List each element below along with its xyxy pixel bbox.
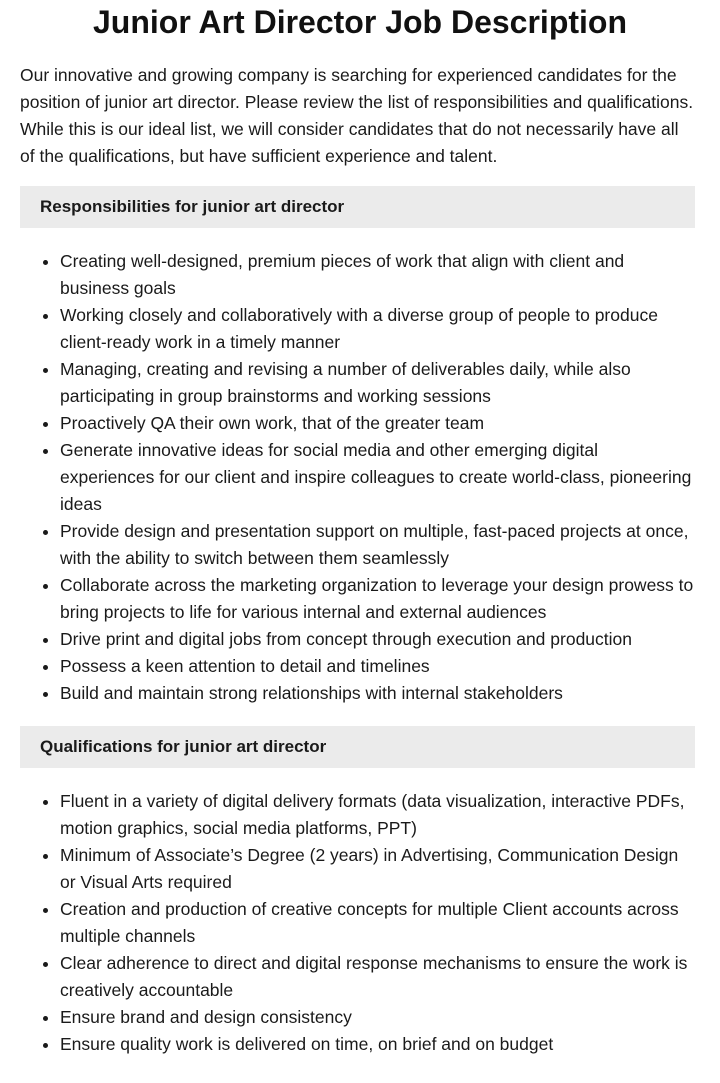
list-item: • Minimum of Associate’s Degree (2 years) in Advertising, Communication Design or Visual Arts required [60,842,695,896]
qualifications-heading: Qualifications for junior art director [20,726,695,768]
responsibilities-heading: Responsibilities for junior art director [20,186,695,228]
list-item: • Build and maintain strong relationships with internal stakeholders [60,680,695,707]
list-item: • Provide design and presentation support on multiple, fast-paced projects at once, with the ability to switch between them seamlessly [60,518,695,572]
responsibilities-list [20,248,695,707]
list-item: • Drive print and digital jobs from concept through execution and production [60,626,695,653]
list-item: • Creation and production of creative concepts for multiple Client accounts across multiple channels [60,896,695,950]
list-item: • Ensure quality work is delivered on time, on brief and on budget [60,1031,695,1058]
qualifications-list [20,788,695,1058]
intro-paragraph: Our innovative and growing company is searching for experienced candidates for the position of junior art director. Please review the list of responsibilities and qualifications. While this is our ideal list, we will consider candidates that do not necessarily have all of the qualifications, but have sufficient experience and talent. [20,65,694,166]
list-item: • Ensure brand and design consistency [60,1004,695,1031]
list-item: • Proactively QA their own work, that of the greater team [60,410,695,437]
list-item: • Managing, creating and revising a number of deliverables daily, while also participating in group brainstorms and working sessions [60,356,695,410]
list-item: • Clear adherence to direct and digital response mechanisms to ensure the work is creatively accountable [60,950,695,1004]
page-title: Junior Art Director Job Description [93,4,627,40]
list-item: • Creating well-designed, premium pieces of work that align with client and business goals [60,248,695,302]
list-item: • Possess a keen attention to detail and timelines [60,653,695,680]
list-item: • Fluent in a variety of digital delivery formats (data visualization, interactive PDFs, motion graphics, social media platforms, PPT) [60,788,695,842]
list-item: • Working closely and collaboratively with a diverse group of people to produce client-ready work in a timely manner [60,302,695,356]
list-item: • Collaborate across the marketing organization to leverage your design prowess to bring projects to life for various internal and external audiences [60,572,695,626]
list-item: • Generate innovative ideas for social media and other emerging digital experiences for our client and inspire colleagues to create world-class, pioneering ideas [60,437,695,518]
